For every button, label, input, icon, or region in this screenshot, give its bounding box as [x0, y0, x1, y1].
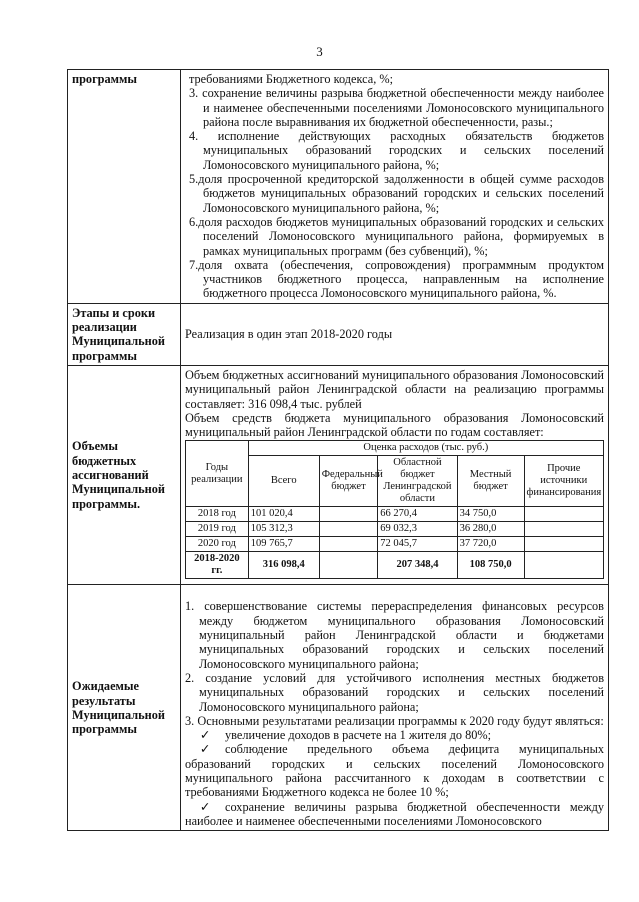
list-item-text: доля охвата (обеспечения, сопровождения) программным продуктом участников бюджетного процесса, направленным на исполнение бюджетного процесса Ломоносовского муниципального района, %. [198, 257, 604, 301]
row-content [181, 585, 609, 831]
list-item [185, 714, 604, 728]
federal-cell [319, 537, 378, 552]
column-header: Областной бюджет Ленинградской области [378, 456, 457, 507]
local-cell: 36 280,0 [457, 522, 524, 537]
total-cell: 316 098,4 [248, 552, 319, 579]
row-label: Этапы и сроки реализации Муниципальной программы [68, 303, 181, 365]
list-item [185, 599, 604, 670]
regional-cell: 72 045,7 [378, 537, 457, 552]
list-item-number: 5. [189, 172, 199, 187]
local-cell: 34 750,0 [457, 507, 524, 522]
indicator-list [189, 72, 604, 301]
list-item-number: 1. [185, 599, 195, 614]
other-cell [524, 507, 603, 522]
row-content [181, 303, 609, 365]
column-header: Всего [248, 456, 319, 507]
column-header: Годы реализации [186, 441, 249, 507]
total-cell: 109 765,7 [248, 537, 319, 552]
table-total-row [186, 552, 604, 579]
other-cell [524, 522, 603, 537]
column-header: Федеральный бюджет [319, 456, 378, 507]
other-cell [524, 552, 603, 579]
column-header: Местный бюджет [457, 456, 524, 507]
checkmark-item [185, 728, 604, 742]
list-item [189, 72, 604, 86]
list-item-number: 6. [189, 214, 199, 229]
program-passport-table [67, 69, 609, 831]
year-cell: 2020 год [186, 537, 249, 552]
stages-row [68, 303, 609, 365]
list-item-number: 3. [189, 86, 199, 101]
total-cell: 101 020,4 [248, 507, 319, 522]
list-item-text: доля расходов бюджетов муниципальных образований городских и сельских поселений Ломоносовского муниципального района, формируемых в рамках муниципальных программ (без субвенций), %; [198, 214, 604, 258]
results-list [185, 599, 604, 728]
row-label: программы [68, 70, 181, 304]
row-content [181, 70, 609, 304]
list-item-number: 2. [185, 670, 195, 685]
checkmark-text: увеличение доходов в расчете на 1 жителя до 80%; [225, 728, 492, 743]
table-header-row [186, 441, 604, 456]
checkmark-text: соблюдение предельного объема дефицита муниципальных образований городских и сельских поселений Ломоносовского муниципального района рассчитанного к доходам в соответствии с требованиями Бюджетного кодекса не более 10 %; [185, 742, 604, 800]
group-header: Оценка расходов (тыс. руб.) [248, 441, 603, 456]
table-row [186, 522, 604, 537]
list-item-text: совершенствование системы перераспределения финансовых ресурсов между бюджетом муниципального образования Ломоносовский муниципальный район Ленинградской области и бюджетами муниципальных образований городских и сельских поселений Ломоносовского муниципального района; [199, 599, 604, 671]
checkmark-item [185, 800, 604, 829]
results-row [68, 585, 609, 831]
total-cell: 105 312,3 [248, 522, 319, 537]
funding-table [185, 440, 604, 579]
checkmark-text: сохранение величины разрыва бюджетной обеспеченности между наиболее и наименее обеспеченными поселениями Ломоносовского [185, 799, 604, 828]
list-item [189, 215, 604, 258]
regional-cell: 207 348,4 [378, 552, 457, 579]
list-item [189, 129, 604, 172]
indicators-row [68, 70, 609, 304]
checkmark-list [185, 728, 604, 828]
list-item-text: создание условий для устойчивого исполнения местных бюджетов муниципальных образований городских и сельских поселений Ломоносовского муниципального района; [199, 670, 605, 714]
list-item [189, 86, 604, 129]
list-item-text: Основными результатами реализации программы к 2020 году будут являться: [197, 713, 604, 728]
checkmark-item [185, 742, 604, 799]
checkmark-icon: ✓ [199, 799, 211, 814]
checkmark-icon: ✓ [199, 728, 211, 743]
federal-cell [319, 507, 378, 522]
funding-paragraph: Объем бюджетных ассигнований муниципального образования Ломоносовский муниципальный район Ленинградской области на реализацию программы составляет: 316 098,4 тыс. рублей [185, 367, 604, 411]
funding-paragraph: Объем средств бюджета муниципального образования Ломоносовский муниципальный район Ленинградской области по годам составляет: [185, 410, 604, 440]
list-item-text: доля просроченной кредиторской задолженности в общей сумме расходов бюджетов муниципальных образований городских и сельских поселений Ломоносовского муниципального района, %; [198, 172, 604, 215]
local-cell: 37 720,0 [457, 537, 524, 552]
list-item-number: 4. [189, 129, 199, 144]
year-cell: 2018 год [186, 507, 249, 522]
table-header-row [186, 456, 604, 507]
list-item-number: 7. [189, 257, 199, 272]
federal-cell [319, 552, 378, 579]
regional-cell: 66 270,4 [378, 507, 457, 522]
list-item-number: 3. [185, 713, 195, 728]
year-cell: 2018-2020 гг. [186, 552, 249, 579]
table-row [186, 507, 604, 522]
list-item [189, 258, 604, 301]
regional-cell: 69 032,3 [378, 522, 457, 537]
row-label: Объемы бюджетных ассигнований Муниципальной программы. [68, 365, 181, 584]
other-cell [524, 537, 603, 552]
funding-row [68, 365, 609, 584]
page-number: 3 [316, 44, 323, 59]
year-cell: 2019 год [186, 522, 249, 537]
checkmark-icon: ✓ [199, 742, 211, 757]
table-row [186, 537, 604, 552]
list-item [185, 671, 604, 714]
federal-cell [319, 522, 378, 537]
list-item-text: сохранение величины разрыва бюджетной обеспеченности между наиболее и наименее обеспеченными поселениями Ломоносовского муниципального района после выравнивания их бюджетной обеспеченности, разы.; [202, 86, 604, 129]
row-content [181, 365, 609, 584]
list-item-text: исполнение действующих расходных обязательств бюджетов муниципальных образований городских и сельских поселений Ломоносовского муниципального района, %; [203, 129, 604, 172]
list-item-text: требованиями Бюджетного кодекса, %; [189, 72, 394, 86]
list-item [189, 172, 604, 215]
row-label: Ожидаемые результаты Муниципальной программы [68, 585, 181, 831]
stages-text: Реализация в один этап 2018-2020 годы [185, 327, 393, 342]
local-cell: 108 750,0 [457, 552, 524, 579]
column-header: Прочие источники финансирования [524, 456, 603, 507]
